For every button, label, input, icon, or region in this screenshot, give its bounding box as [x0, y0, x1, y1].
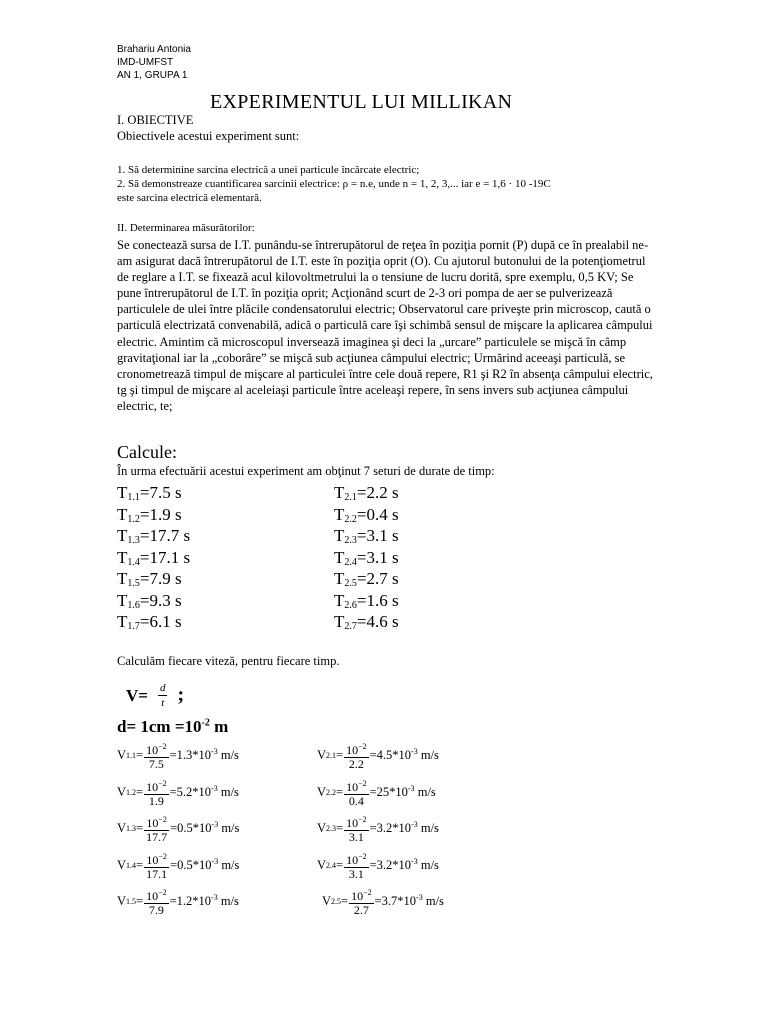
time-label: T [117, 526, 128, 545]
speed-label: V [317, 857, 327, 872]
speed-num [344, 813, 369, 831]
speed-den: 3.1 [348, 830, 364, 844]
speed-eq: = [336, 821, 344, 835]
time-row-1-7 [117, 611, 182, 637]
objective-item-1: 1. Să determinine sarcina electrică a unei particule încărcate electric; [117, 164, 420, 176]
time-index: 2.5 [344, 578, 357, 589]
page-title: EXPERIMENTUL LUI MILLIKAN [210, 91, 513, 113]
speed-result-base: =5.2*10 [169, 785, 212, 800]
time-value: =6.1 s [139, 612, 182, 631]
speed-label: V [317, 821, 327, 835]
time-label: T [117, 504, 128, 524]
speed-index: 2.3 [326, 824, 337, 833]
speed-result-exp: -3 [211, 820, 219, 830]
velocity-formula [126, 681, 184, 710]
formula-end: ; [177, 684, 185, 706]
speed-fraction [344, 813, 369, 844]
objectives-heading: I. OBIECTIVE [117, 113, 194, 127]
group: AN 1, GRUPA 1 [117, 70, 188, 81]
time-value: =7.9 s [139, 569, 182, 588]
speed-num [344, 850, 369, 868]
speed-fraction [144, 850, 169, 881]
measurements-heading: II. Determinarea măsurătorilor: [117, 222, 255, 234]
speed-den: 0.4 [348, 793, 364, 808]
time-value: =3.1 s [356, 547, 399, 567]
speed-fraction [144, 777, 169, 808]
speed-result [170, 893, 239, 909]
speed-row-1-4 [117, 850, 239, 881]
distance-lhs: d= 1cm =10 [117, 717, 202, 736]
speed-num-base: 10 [346, 852, 359, 867]
speed-eq: = [136, 821, 144, 835]
time-index: 1.2 [127, 513, 140, 525]
speed-index: 1.3 [126, 824, 137, 833]
speed-num [144, 850, 169, 868]
speed-den: 7.9 [148, 903, 164, 917]
speed-num [349, 886, 374, 904]
speed-intro: Calculăm fiecare viteză, pentru fiecare timp. [117, 654, 340, 668]
speed-eq: = [341, 894, 349, 908]
speed-result [170, 820, 239, 836]
time-label: T [334, 526, 345, 545]
speed-result-exp: -3 [211, 747, 218, 757]
time-index: 1.4 [127, 556, 140, 568]
speed-result [370, 857, 439, 873]
speed-result-exp: -3 [411, 820, 418, 830]
time-value: =17.1 s [139, 547, 191, 567]
speed-eq: = [136, 784, 144, 799]
speed-result-base: =3.2*10 [369, 821, 412, 836]
time-index: 1.5 [127, 578, 140, 589]
speed-result [170, 857, 239, 873]
speed-num-base: 10 [146, 779, 159, 794]
speed-unit: m/s [217, 748, 239, 763]
time-label: T [334, 612, 345, 631]
time-value: =1.9 s [139, 504, 182, 524]
speed-result-exp: -3 [416, 893, 423, 903]
time-value: =0.4 s [356, 504, 399, 524]
speed-row-2-2 [317, 777, 436, 808]
speed-result-base: =25*10 [369, 785, 408, 800]
time-label: T [117, 547, 128, 567]
speed-unit: m/s [218, 821, 240, 836]
speed-result-base: =4.5*10 [369, 748, 412, 763]
speed-num-exp: −2 [358, 742, 367, 751]
time-index: 1.6 [127, 599, 140, 611]
formula-num: d [159, 682, 166, 694]
time-index: 2.3 [344, 535, 357, 546]
time-label: T [117, 483, 128, 502]
measurements-text: Se conectează sursa de I.T. punându-se întrerupătorul de reţea în poziţia pornit (P) după ce în prealabil ne-am asigurat dacă întrerupătorul de I.T. este în poziţia oprit (O). Cu ajutorul butonului de la potenţiometrul de reglare a I.T. se fixează acul kilovoltmetrului la o tensiune de lucru dorită, spre exemplu, 0,5 KV; Se pune întrerupătorul de I.T. în poziţia oprit; Acţionând scurt de 2-3 ori pompa de aer se pulverizează particulele de ulei între plăcile condensatorului electric; Observatorul care priveşte prin microscop, caută o particulă electrizată convenabilă, adică o particulă care îşi schimbă sensul de mişcare la aplicarea câmpului electric. Amintim că microscopul inversează imaginea şi deci la „urcare” particulele se mişcă în câmp gravitaţional iar la „coborâre” se mişcă sub acţiunea câmpului electric; Urmărind aceeaşi particulă, se cronometrează timpul de mişcare al particulei între cele două repere, R1 şi R2 în absenţa câmpului electric, tg şi timpul de mişcare al aceleiaşi particule între aceleaşi repere, în sens invers sub acţiunea câmpului electric, te; [117, 238, 653, 413]
time-index: 2.7 [344, 621, 357, 632]
speed-unit: m/s [217, 785, 239, 800]
speed-result-base: =1.3*10 [169, 748, 212, 763]
speed-index: 2.5 [331, 897, 342, 906]
speed-index: 2.4 [326, 860, 337, 870]
speed-index: 1.4 [126, 860, 137, 870]
time-label: T [117, 590, 128, 610]
speed-unit: m/s [417, 821, 439, 836]
speed-fraction [344, 740, 369, 771]
speed-eq: = [136, 894, 144, 908]
objective-item-2: 2. Să demonstreaze cuantificarea sarcinii electrice: ρ = n.e, unde n = 1, 2, 3,... iar e = 1,6 · 10 -19C [117, 178, 551, 190]
formula-lhs: V= [126, 685, 148, 705]
speed-index: 2.1 [326, 751, 337, 760]
time-label: T [334, 547, 345, 567]
speed-num-exp: −2 [358, 851, 367, 861]
speed-row-2-4 [317, 850, 439, 881]
speed-label: V [117, 748, 127, 762]
time-value: =2.2 s [356, 483, 399, 502]
speed-row-1-3 [117, 813, 239, 844]
speed-label: V [317, 784, 327, 799]
speed-index: 2.2 [326, 787, 337, 797]
speed-num-base: 10 [146, 889, 159, 903]
speed-result [370, 820, 439, 836]
speed-row-1-5 [117, 886, 239, 917]
time-label: T [334, 590, 345, 610]
speed-den: 2.2 [348, 757, 364, 771]
speed-row-2-1 [317, 740, 439, 771]
speed-row-1-1 [117, 740, 239, 771]
time-value: =17.7 s [139, 526, 191, 545]
speed-num-exp: −2 [158, 851, 167, 861]
speed-eq: = [136, 748, 144, 762]
speed-result-base: =0.5*10 [170, 821, 212, 836]
speed-result-base: =3.2*10 [369, 858, 412, 873]
speed-fraction [144, 740, 169, 771]
speed-result-base: =1.2*10 [169, 894, 212, 909]
speed-eq: = [136, 857, 144, 872]
time-label: T [117, 569, 128, 588]
objectives-intro: Obiectivele acestui experiment sunt: [117, 129, 300, 143]
speed-num-base: 10 [346, 816, 359, 830]
speed-row-2-3 [317, 813, 439, 844]
speed-den: 1.9 [148, 793, 164, 808]
speed-num-exp: −2 [158, 815, 167, 824]
distance-formula [117, 717, 228, 737]
author-name: Brahariu Antonia [117, 44, 191, 55]
speed-num-exp: −2 [363, 888, 372, 897]
time-value: =3.1 s [356, 526, 399, 545]
time-value: =9.3 s [139, 590, 182, 610]
speed-num-exp: −2 [158, 888, 167, 897]
speed-label: V [317, 748, 327, 762]
speed-index: 1.5 [126, 897, 137, 906]
speed-row-1-2 [117, 777, 239, 808]
speed-num-base: 10 [146, 743, 159, 757]
time-index: 1.3 [127, 535, 140, 546]
time-value: =7.5 s [139, 483, 182, 502]
time-row-2-7 [334, 611, 399, 637]
speed-unit: m/s [417, 748, 439, 763]
speed-num-base: 10 [346, 779, 359, 794]
speed-den: 17.1 [146, 866, 168, 881]
speed-result [370, 784, 436, 800]
speed-num-base: 10 [146, 852, 159, 867]
speed-num [144, 813, 169, 831]
speed-den: 7.5 [148, 757, 164, 771]
speed-num [144, 740, 169, 758]
speed-result [170, 747, 239, 763]
speed-result-exp: -3 [211, 783, 218, 793]
speed-num-base: 10 [351, 889, 364, 903]
speed-unit: m/s [417, 858, 439, 873]
speed-num-exp: −2 [158, 778, 167, 788]
speed-eq: = [336, 748, 344, 762]
speed-fraction [144, 813, 169, 844]
time-value: =1.6 s [356, 590, 399, 610]
speed-num [344, 740, 369, 758]
speed-unit: m/s [414, 785, 436, 800]
speed-index: 1.2 [126, 787, 137, 797]
speed-eq: = [336, 857, 344, 872]
time-value: =2.7 s [356, 569, 399, 588]
speed-unit: m/s [218, 858, 240, 873]
speed-den: 2.7 [353, 903, 369, 917]
speed-result-exp: -3 [407, 783, 415, 793]
speed-fraction [144, 886, 169, 917]
formula-fraction [158, 681, 168, 710]
speed-result [370, 747, 439, 763]
speed-num-exp: −2 [358, 815, 367, 824]
institution: IMD-UMFST [117, 57, 174, 68]
time-value: =4.6 s [356, 612, 399, 631]
formula-den: t [161, 697, 165, 709]
speed-num-base: 10 [346, 743, 359, 757]
speed-num [344, 777, 369, 795]
speed-result [375, 893, 444, 909]
speed-label: V [322, 894, 332, 908]
time-index: 1.1 [127, 492, 140, 503]
speed-num-exp: −2 [158, 742, 167, 751]
speed-num-exp: −2 [358, 778, 367, 788]
time-index: 2.2 [344, 513, 357, 525]
speed-num-base: 10 [146, 816, 159, 830]
time-index: 1.7 [127, 621, 140, 632]
speed-fraction [344, 777, 369, 808]
speed-fraction [344, 850, 369, 881]
speed-row-2-5 [322, 886, 444, 917]
speed-result-exp: -3 [211, 856, 219, 866]
speed-index: 1.1 [126, 751, 137, 760]
speed-unit: m/s [217, 894, 239, 909]
time-index: 2.1 [344, 492, 357, 503]
time-index: 2.4 [344, 556, 357, 568]
measurements-paragraph [117, 237, 657, 414]
time-index: 2.6 [344, 599, 357, 611]
speed-den: 17.7 [146, 830, 168, 844]
speed-den: 3.1 [348, 866, 364, 881]
speed-label: V [117, 784, 127, 799]
speed-result-exp: -3 [411, 747, 418, 757]
speed-result-base: =0.5*10 [170, 858, 212, 873]
speed-fraction [349, 886, 374, 917]
calcule-heading: Calcule: [117, 442, 177, 462]
distance-exp: -2 [201, 717, 210, 729]
speed-unit: m/s [422, 894, 444, 909]
speed-label: V [117, 821, 127, 835]
speed-num [144, 886, 169, 904]
speed-num [144, 777, 169, 795]
calcule-intro: În urma efectuării acestui experiment am obţinut 7 seturi de durate de timp: [117, 464, 495, 478]
speed-result [170, 784, 239, 800]
time-label: T [334, 504, 345, 524]
time-label: T [334, 483, 345, 502]
speed-label: V [117, 857, 127, 872]
time-label: T [117, 612, 128, 631]
speed-result-exp: -3 [411, 856, 418, 866]
speed-eq: = [336, 784, 344, 799]
speed-result-base: =3.7*10 [374, 894, 417, 909]
speed-result-exp: -3 [211, 893, 218, 903]
time-label: T [334, 569, 345, 588]
objective-item-2-cont: este sarcina electrică elementară. [117, 192, 262, 204]
speed-label: V [117, 894, 127, 908]
distance-unit: m [209, 717, 229, 736]
